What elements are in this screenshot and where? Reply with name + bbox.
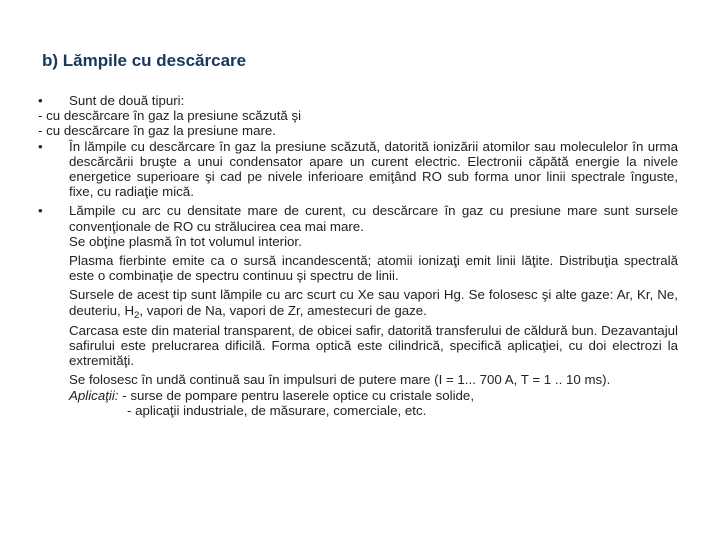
operation-text: Se folosesc în undă continuă sau în impulsuri de putere mare (I = 1... 700 A, T = 1 .. 10 ms). [69,372,611,388]
plasma-text: Se obţine plasmă în tot volumul interior. [69,233,302,249]
bullet-intro [38,93,678,108]
type-item: - cu descărcare în gaz la presiune scăzută şi [38,108,302,124]
bullet-dot: • [38,93,43,108]
low-pressure-text: În lămpile cu descărcare în gaz la presiune scăzută, datorită ionizării atomilor sau moleculelor în urma descărcării bruşte a unui condensator apare un curent electric. Electronii căpătă energie la nivele energetice superioare şi cad pe nivele inferioare emiţând RO sub forma unor linii spectrale înguste, fixe, cu radiaţie mică. [69,138,678,200]
applications-second: - aplicaţii industriale, de măsurare, comerciale, etc. [127,402,427,418]
hydrogen-subscript: 2 [134,309,140,321]
sources-before: Sursele de acest tip sunt lămpile cu arc scurt cu Xe sau vapori Hg. Se folosesc şi alte gaze: Ar, Kr, Ne, deuteriu, H [69,287,678,318]
applications-first: - surse de pompare pentru laserele optice cu cristale solide, [118,387,475,403]
slide-body [38,93,678,418]
intro-text: Sunt de două tipuri: [69,93,185,108]
type-item: - cu descărcare în gaz la presiune mare. [38,123,276,139]
sources-after: , vapori de Na, vapori de Zr, amestecuri de gaze. [139,302,427,318]
applications-label: Aplicaţii: [69,387,119,403]
applications-line [38,388,678,403]
bullet-dot: • [38,138,43,154]
slide-title: b) Lămpile cu descărcare [42,51,247,70]
emission-text: Plasma fierbinte emite ca o sursă incandescentă; atomii ionizaţi emit linii lăţite. Distribuţia spectrală este o combinaţie de spectru continuu şi spectru de linii. [69,253,678,284]
bullet-dot: • [38,203,43,219]
housing-text: Carcasa este din material transparent, de obicei safir, datorită transferului de căldură bun. Dezavantajul safirului este prelucrarea dificilă. Forma optică este cilindrică, specifică aplicaţiei, cu doi electrozi la extremităţi. [69,322,678,369]
sources-text [38,287,678,322]
bullet-high-pressure [38,203,678,233]
bullet-low-pressure [38,139,678,200]
high-pressure-lead: Lămpile cu arc cu densitate mare de curent, cu descărcare în gaz cu presiune mare sunt sursele convenţionale de RO cu strălucirea cea mai mare. [69,203,678,234]
